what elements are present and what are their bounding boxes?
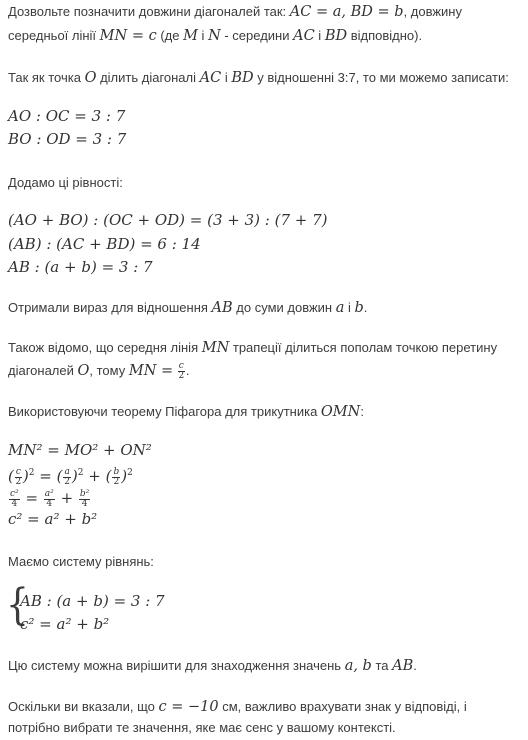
math-inline: AC [199, 70, 222, 86]
math-inline: BD [324, 28, 348, 44]
text: (де [156, 28, 184, 43]
equation-ao-oc: AO : OC = 3 : 7 [8, 107, 126, 125]
equation-c-squared: c² = a² + b² [8, 510, 98, 528]
paragraph-definitions-line1 [8, 3, 462, 21]
text: ділить діагоналі [96, 70, 200, 85]
text: і [344, 300, 355, 315]
paragraph-solve [8, 657, 417, 675]
paragraph-pythagoras [8, 403, 364, 421]
text: . [185, 363, 190, 378]
math-inline: O [77, 363, 90, 379]
text: . [413, 658, 417, 673]
system-brace: { [6, 580, 29, 630]
equation-ab-ratio: AB : (a + b) = 3 : 7 [8, 258, 153, 276]
equation-halves: ( $\frac{c}{2}$ )$^2$ = ( $\frac{a}{2}$ )$^2$ + ( $\frac{b}{2}$ )$^2$ [8, 466, 133, 487]
text: та [371, 658, 393, 673]
text: діагоналей [8, 363, 78, 378]
text: Так як точка [8, 70, 85, 85]
equation-sum: (AO + BO) : (OC + OD) = (3 + 3) : (7 + 7) [8, 211, 328, 229]
math-inline: AC [293, 28, 315, 44]
equation-bo-od: BO : OD = 3 : 7 [8, 130, 127, 148]
paragraph-midline-line1 [8, 339, 497, 357]
system-equation-1: AB : (a + b) = 3 : 7 [20, 592, 165, 610]
text: у відношенні 3:7, то ми можемо записати: [253, 70, 509, 85]
text: Використовуючи теорему Піфагора для трикутника [8, 404, 321, 419]
fraction: $\frac{\text{c²}}{4}$ [10, 488, 19, 509]
text: , тому [89, 363, 129, 378]
math-inline: AB [211, 300, 233, 316]
math-inline: c = −10 [158, 699, 219, 715]
paragraph-definitions-line2 [8, 27, 422, 45]
equation-pythagoras: MN² = MO² + ON² [8, 441, 152, 459]
text: і [221, 70, 232, 85]
text: - середини [220, 28, 294, 43]
text: до суми довжин [232, 300, 336, 315]
paragraph-sign-line2: потрібно вибрати те значення, яке має сенс у вашому контексті. [8, 720, 396, 735]
text: Цю систему можна вирішити для знаходження значень [8, 658, 345, 673]
math-inline: N [208, 28, 221, 44]
text: Оскільки ви вказали, що [8, 699, 159, 714]
equation-ab-acbd: (AB) : (AC + BD) = 6 : 14 [8, 235, 201, 253]
paragraph-add: Додамо ці рівності: [8, 175, 123, 190]
math-inline: OMN [320, 404, 361, 420]
math-inline: O [84, 70, 97, 86]
paragraph-midline-line2 [8, 362, 189, 381]
math-inline: a, b [344, 658, 372, 674]
text: : [360, 404, 364, 419]
math-inline: M [183, 28, 198, 44]
fraction: $\frac{\text{b²}}{4}$ [79, 488, 90, 509]
math-inline: BD [231, 70, 254, 86]
equation-quarters: $\frac{\text{c²}}{4}$ = $\frac{\text{a²}}{4}$ + $\frac{\text{b²}}{4}$ [10, 488, 90, 509]
fraction-c-over-2: $\frac{c}{2}$ [178, 361, 185, 382]
system-equation-2: c² = a² + b² [20, 615, 110, 633]
text: середньої лінії [8, 28, 100, 43]
fraction: $\frac{\text{a²}}{4}$ [44, 488, 54, 509]
paragraph-ratio [8, 69, 509, 87]
text: трапеції ділиться пополам точкою перетину [229, 340, 498, 355]
text: і [314, 28, 325, 43]
math-inline: MN = c [99, 28, 157, 44]
text: відповідно). [347, 28, 423, 43]
math-inline: a [335, 300, 345, 316]
text: Дозвольте позначити довжини діагоналей так: [8, 4, 290, 19]
text: Отримали вираз для відношення [8, 300, 212, 315]
text: , довжину [403, 4, 462, 19]
text: см, важливо врахувати знак у відповіді, і [218, 699, 467, 714]
text: і [197, 28, 209, 43]
paragraph-system: Маємо систему рівнянь: [8, 554, 154, 569]
fraction: $\frac{b}{2}$ [113, 466, 120, 487]
text: . [363, 300, 368, 315]
text: Також відомо, що середня лінія [8, 340, 202, 355]
math-inline: MN = [128, 363, 174, 379]
fraction: $\frac{c}{2}$ [15, 466, 22, 487]
math-inline: AC = a, BD = b [289, 4, 404, 20]
fraction: $\frac{a}{2}$ [64, 466, 71, 487]
math-inline: MN [201, 340, 230, 356]
paragraph-sign-line1 [8, 698, 467, 716]
math-inline: b [354, 300, 364, 316]
paragraph-result [8, 299, 367, 317]
math-inline: AB [392, 658, 414, 674]
